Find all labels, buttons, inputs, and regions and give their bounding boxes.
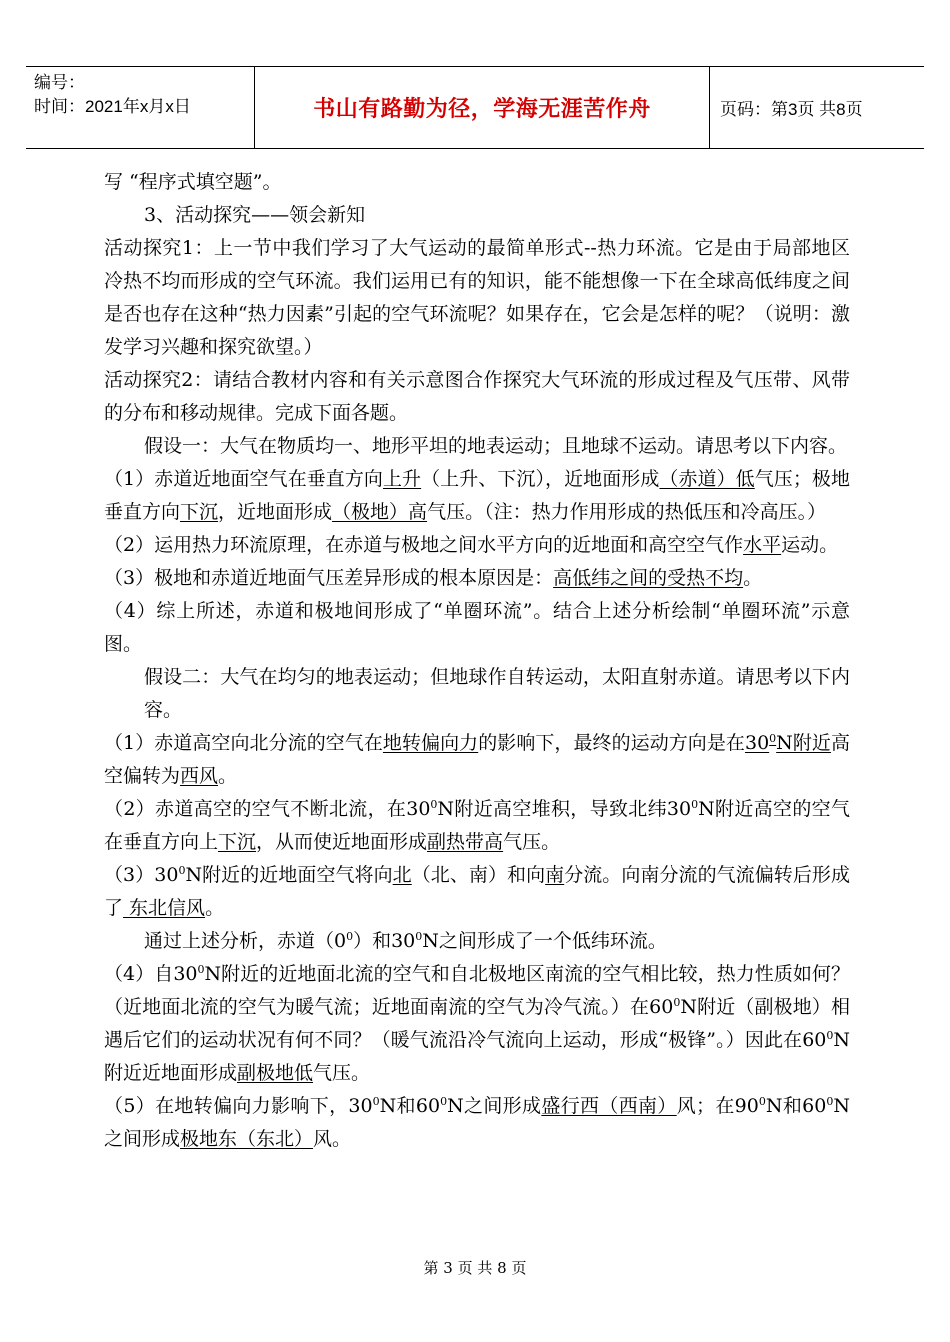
text-run: 风。 xyxy=(313,1128,352,1150)
degree-superscript: 0 xyxy=(673,996,681,1009)
text-run: （5）在地转偏向力影响下，30 xyxy=(104,1095,373,1117)
paragraph xyxy=(104,199,850,232)
paragraph xyxy=(104,925,850,958)
text-run: （3）30 xyxy=(104,864,179,886)
degree-superscript: 0 xyxy=(430,798,438,811)
text-run: 高空偏转为 xyxy=(104,732,850,787)
degree-superscript: 0 xyxy=(197,963,205,976)
text-run: N之间形成 xyxy=(104,1095,850,1150)
answer-text: 极地东（东北） xyxy=(180,1128,314,1150)
page-footer: 第 3 页 共 8 页 xyxy=(423,1259,527,1277)
answer-text: （极地）高 xyxy=(332,501,428,523)
answer-text: 水平 xyxy=(743,534,782,556)
text-run: N附近近地面形成 xyxy=(104,1029,850,1084)
degree-superscript: 0 xyxy=(826,1095,834,1108)
paragraph xyxy=(104,529,850,562)
paragraph xyxy=(104,463,850,529)
text-run: 写 “程序式填空题”。 xyxy=(104,171,282,193)
answer-text: 下沉 xyxy=(180,501,219,523)
paragraph xyxy=(104,232,850,364)
degree-superscript: 0 xyxy=(826,1029,834,1042)
paragraph xyxy=(104,727,850,793)
degree-superscript: 0 xyxy=(758,1095,766,1108)
degree-superscript: 0 xyxy=(372,1095,380,1108)
text-run: 气压。 xyxy=(313,1062,371,1084)
number-label: 编号： xyxy=(34,73,85,92)
text-run: （3）极地和赤道近地面气压差异形成的根本原因是： xyxy=(104,567,554,589)
answer-text: 副热带高 xyxy=(427,831,504,853)
text-run: （4）自30 xyxy=(104,963,198,985)
paragraph xyxy=(104,958,850,1090)
text-run: 活动探究1：上一节中我们学习了大气运动的最简单形式--热力环流。它是由于局部地区冷热不均而形成的空气环流。我们运用已有的知识，能不能想像一下在全球高低纬度之间是否也存在这种“热力因素”引起的空气环流呢？如果存在，它会是怎样的呢？（说明：激发学习兴趣和探究欲望。） xyxy=(104,237,850,358)
answer-text: 盛行西（西南） xyxy=(541,1095,677,1117)
text-run: N和60 xyxy=(379,1095,441,1117)
motto: 书山有路勤为径，学海无涯苦作舟 xyxy=(255,67,710,148)
paragraph xyxy=(104,1090,850,1156)
paragraph xyxy=(104,595,850,661)
paragraph xyxy=(104,562,850,595)
text-run: N附近高空堆积，导致北纬30 xyxy=(437,798,692,820)
paragraph xyxy=(104,661,850,727)
text-run: N之间形成 xyxy=(447,1095,542,1117)
text-run: ）和30 xyxy=(353,930,416,952)
degree-superscript: 0 xyxy=(440,1095,448,1108)
text-run: N和60 xyxy=(765,1095,827,1117)
text-run: 活动探究2：请结合教材内容和有关示意图合作探究大气环流的形成过程及气压带、风带的分布和移动规律。完成下面各题。 xyxy=(104,369,850,424)
text-run: （北、南）和向 xyxy=(411,864,546,886)
degree-superscript: 0 xyxy=(691,798,699,811)
degree-superscript: 0 xyxy=(178,864,186,877)
text-run: （上升、下沉），近地面形成 xyxy=(421,468,660,490)
answer-text: 上升 xyxy=(383,468,422,490)
answer-text: 东北信风 xyxy=(123,897,206,919)
text-run: ，从而使近地面形成 xyxy=(256,831,428,853)
answer-text: N附近 xyxy=(776,732,831,754)
text-run: 运动。 xyxy=(781,534,839,556)
text-run: 。 xyxy=(743,567,763,589)
date-label: 时间：2021年x月x日 xyxy=(34,97,191,116)
text-run: 假设二：大气在均匀的地表运动；但地球作自转运动，太阳直射赤道。请思考以下内容。 xyxy=(144,666,850,721)
answer-text: （赤道）低 xyxy=(659,468,755,490)
paragraph xyxy=(104,166,850,199)
paragraph xyxy=(104,364,850,430)
text-run: 假设一：大气在物质均一、地形平坦的地表运动；且地球不运动。请思考以下内容。 xyxy=(144,435,848,457)
degree-superscript: 0 xyxy=(346,930,354,943)
answer-text: 西风 xyxy=(180,765,219,787)
document-body xyxy=(104,166,850,1156)
answer-text: 地转偏向力 xyxy=(382,732,479,754)
text-run: 气压。 xyxy=(503,831,561,853)
answer-text: 南 xyxy=(545,864,565,886)
paragraph xyxy=(104,859,850,925)
header-table xyxy=(26,66,924,149)
text-run: （2）赤道高空的空气不断北流，在30 xyxy=(104,798,431,820)
text-run: 的影响下，最终的运动方向是在 xyxy=(478,732,745,754)
text-run: 气压；极地垂直方向 xyxy=(104,468,850,523)
answer-text: 下沉 xyxy=(218,831,257,853)
header-left-cell xyxy=(26,67,255,148)
text-run: 气压。（注：热力作用形成的热低压和冷高压。） xyxy=(427,501,827,523)
text-run: 。 xyxy=(205,897,225,919)
paragraph xyxy=(104,430,850,463)
answer-text: 高低纬之间的受热不均 xyxy=(553,567,744,589)
text-run: ，近地面形成 xyxy=(218,501,333,523)
page-info: 页码：第3页 共8页 xyxy=(720,100,863,119)
text-run: 3、活动探究——领会新知 xyxy=(144,204,366,226)
text-run: N附近高空的空气在垂直方向上 xyxy=(104,798,850,853)
text-run: （2）运用热力环流原理，在赤道与极地之间水平方向的近地面和高空空气作 xyxy=(104,534,744,556)
answer-text: 30 xyxy=(744,732,770,754)
text-run: N附近（副极地）相遇后它们的运动状况有何不同？（暖气流沿冷气流向上运动，形成“极锋”。）因此在60 xyxy=(104,996,850,1051)
answer-text: 副极地低 xyxy=(237,1062,314,1084)
paragraph xyxy=(104,793,850,859)
degree-superscript: 0 xyxy=(415,930,423,943)
answer-text: 北 xyxy=(392,864,412,886)
text-run: 通过上述分析，赤道（0 xyxy=(144,930,347,952)
text-run: （1）赤道高空向北分流的空气在 xyxy=(104,732,383,754)
text-run: （4）综上所述，赤道和极地间形成了“单圈环流”。结合上述分析绘制“单圈环流”示意图。 xyxy=(104,600,850,655)
text-run: （1）赤道近地面空气在垂直方向 xyxy=(104,468,383,490)
degree-superscript: 0 xyxy=(769,732,777,745)
text-run: N附近的近地面空气将向 xyxy=(185,864,393,886)
text-run: 分流。向南分流的气流偏转后形成了 xyxy=(104,864,850,919)
text-run: 风；在90 xyxy=(676,1095,759,1117)
text-run: N之间形成了一个低纬环流。 xyxy=(422,930,667,952)
text-run: N附近的近地面北流的空气和自北极地区南流的空气相比较，热力性质如何？（近地面北流的空气为暖气流；近地面南流的空气为冷气流。）在60 xyxy=(104,963,850,1018)
text-run: 。 xyxy=(218,765,238,787)
